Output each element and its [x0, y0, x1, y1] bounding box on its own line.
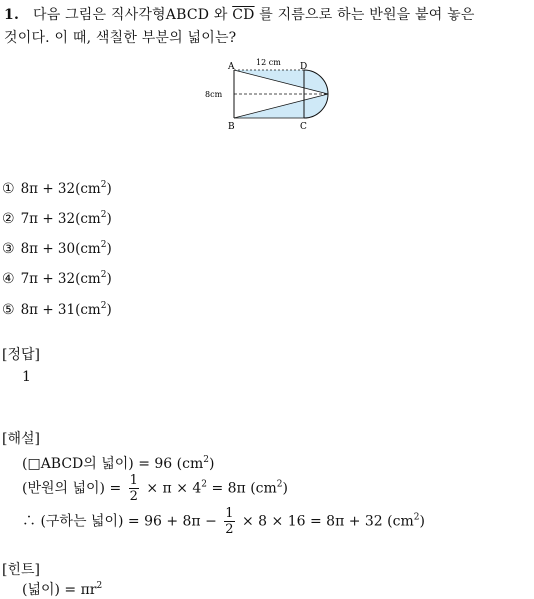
explanation-line-1-text: (□ABCD의 넓이) = 96 (cm — [22, 456, 204, 472]
choice-exponent: 2 — [100, 210, 107, 220]
fraction-denominator: 2 — [129, 489, 138, 504]
segment-cd: $\overline{CD}$ — [232, 7, 255, 23]
explanation-line-1-exp: 2 — [203, 455, 209, 465]
question-text-part1: 다음 그림은 직사각형ABCD 와 — [32, 7, 233, 23]
label-c: C — [300, 122, 307, 132]
explanation-line-2-tail: = 8π (cm — [207, 480, 277, 497]
explanation-line-2-exp2: 2 — [276, 479, 283, 490]
fraction-half-2 — [224, 507, 234, 536]
explanation-line-2-pre: (반원의 넓이) = — [22, 480, 126, 497]
choice-close: ) — [106, 271, 112, 287]
hint-formula-exp: 2 — [96, 581, 103, 591]
label-d: D — [300, 62, 308, 72]
choice-expression: 8π + 30(cm — [20, 241, 101, 257]
explanation-line-3 — [22, 507, 425, 536]
label-left-length: 8cm — [205, 90, 223, 99]
label-top-length: 12 cm — [256, 58, 281, 67]
answer-value: 1 — [22, 369, 31, 385]
choice-expression: 7π + 32(cm — [20, 211, 101, 227]
choice-number: ② — [2, 211, 15, 227]
choice-expression: 8π + 31(cm — [20, 302, 101, 318]
question-text-part2: 를 지름으로 하는 반원을 붙여 놓은 — [254, 7, 475, 23]
question-line-1 — [4, 4, 475, 24]
choice-number: ④ — [2, 271, 15, 287]
explanation-line-3-close: ) — [419, 513, 425, 530]
fraction-half — [129, 474, 139, 503]
choice-close: ) — [106, 181, 112, 197]
answer-heading: [정답] — [2, 347, 40, 363]
choice-3[interactable] — [2, 240, 112, 257]
hint-formula-text: (넓이) = πr — [22, 582, 97, 598]
figure — [200, 56, 335, 136]
choice-1[interactable] — [2, 180, 112, 197]
explanation-line-3-pre: ∴ (구하는 넓이) = 96 + 8π − — [22, 513, 222, 530]
explanation-heading: [해설] — [2, 431, 40, 447]
choice-exponent: 2 — [100, 301, 107, 311]
question-number: 1. — [4, 7, 20, 23]
choice-2[interactable] — [2, 210, 112, 227]
explanation-line-1 — [22, 453, 214, 473]
choice-exponent: 2 — [100, 240, 107, 250]
choice-expression: 7π + 32(cm — [20, 271, 101, 287]
choice-close: ) — [106, 302, 112, 318]
choice-4[interactable] — [2, 270, 112, 287]
hint-heading: [힌트] — [2, 562, 40, 578]
explanation-line-3-exp: 2 — [413, 512, 420, 523]
fraction-numerator: 1 — [129, 473, 138, 488]
label-a: A — [228, 62, 235, 72]
choice-number: ③ — [2, 241, 15, 257]
hint-formula — [22, 579, 102, 599]
choice-exponent: 2 — [100, 270, 107, 280]
fraction-numerator: 1 — [225, 506, 234, 521]
choice-number: ① — [2, 181, 15, 197]
explanation-line-2-post: × π × 4 — [141, 480, 202, 497]
choice-number: ⑤ — [2, 302, 15, 318]
choice-expression: 8π + 32(cm — [20, 181, 101, 197]
label-b: B — [228, 122, 235, 132]
question-line-2: 것이다. 이 때, 색칠한 부분의 넓이는? — [4, 30, 237, 46]
choice-5[interactable] — [2, 301, 112, 318]
explanation-line-1-close: ) — [208, 456, 215, 472]
fraction-denominator: 2 — [225, 522, 234, 537]
choice-exponent: 2 — [100, 180, 107, 190]
explanation-line-2-close: ) — [282, 480, 288, 497]
explanation-line-2 — [22, 474, 288, 503]
explanation-line-2-exp: 2 — [201, 479, 208, 490]
explanation-line-3-post: × 8 × 16 = 8π + 32 (cm — [237, 513, 414, 530]
choice-close: ) — [106, 211, 112, 227]
choice-close: ) — [106, 241, 112, 257]
